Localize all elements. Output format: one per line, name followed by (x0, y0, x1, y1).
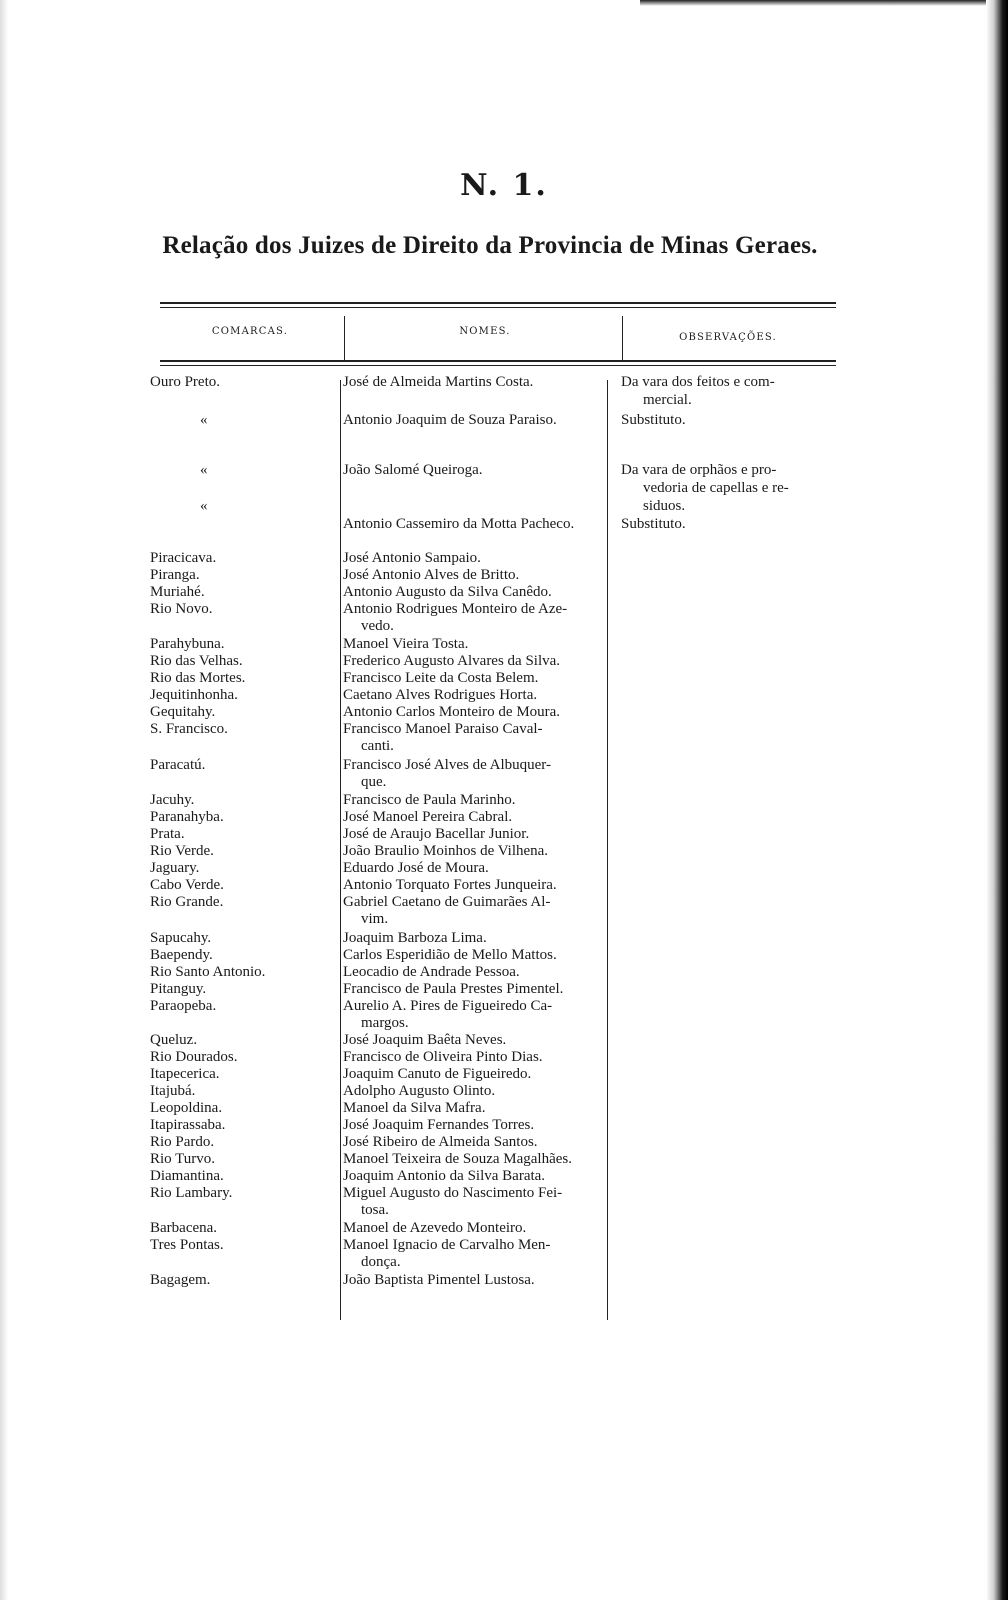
observacao-cell: Substituto. (621, 516, 686, 532)
nome-cell: Francisco José Alves de Albuquer- (343, 757, 551, 773)
table-row (0, 1066, 1008, 1083)
nome-cell: José Antonio Sampaio. (343, 550, 481, 566)
nome-cell: Leocadio de Andrade Pessoa. (343, 964, 520, 980)
comarca-cell: Parahybuna. (150, 636, 225, 652)
comarca-cell: Queluz. (150, 1032, 198, 1048)
nome-cell: Caetano Alves Rodrigues Horta. (343, 687, 538, 703)
table-row (0, 792, 1008, 809)
column-header-observacoes: OBSERVAÇÕES. (679, 332, 777, 343)
comarca-cell: Bagagem. (150, 1272, 211, 1288)
comarca-cell: Rio Verde. (150, 843, 214, 859)
nome-cell: tosa. (361, 1202, 389, 1218)
table-row (0, 516, 1008, 533)
table-row (0, 704, 1008, 721)
observacao-cell: Da vara dos feitos e com- (621, 374, 775, 390)
nome-cell: João Baptista Pimentel Lustosa. (343, 1272, 535, 1288)
nome-cell: José Joaquim Fernandes Torres. (343, 1117, 535, 1133)
nome-cell: Francisco de Oliveira Pinto Dias. (343, 1049, 543, 1065)
nome-cell: José de Araujo Bacellar Junior. (343, 826, 530, 842)
comarca-cell: Paraopeba. (150, 998, 217, 1014)
nome-cell: vim. (361, 911, 389, 927)
header-bottom-rule (160, 360, 836, 362)
table-row (0, 1254, 1008, 1271)
table-row (0, 1220, 1008, 1237)
comarca-cell: Gequitahy. (150, 704, 216, 720)
document-number: N. 1. (460, 168, 548, 203)
comarca-cell: Paracatú. (150, 757, 206, 773)
nome-cell: Francisco de Paula Marinho. (343, 792, 516, 808)
table-row (0, 964, 1008, 981)
nome-cell: Adolpho Augusto Olinto. (343, 1083, 496, 1099)
observacao-cell: siduos. (643, 498, 686, 514)
comarca-ditto-mark: « (200, 462, 208, 478)
nome-cell: Carlos Esperidião de Mello Mattos. (343, 947, 557, 963)
comarca-ditto-mark: « (200, 498, 208, 514)
nome-cell: Aurelio A. Pires de Figueiredo Ca- (343, 998, 553, 1014)
table-row (0, 877, 1008, 894)
table-row (0, 1049, 1008, 1066)
nome-cell: Antonio Torquato Fortes Junqueira. (343, 877, 557, 893)
comarca-cell: Rio das Mortes. (150, 670, 246, 686)
table-row (0, 1015, 1008, 1032)
nome-cell: Frederico Augusto Alvares da Silva. (343, 653, 561, 669)
table-row (0, 412, 1008, 429)
comarca-cell: Jequitinhonha. (150, 687, 238, 703)
table-row (0, 1168, 1008, 1185)
comarca-cell: Diamantina. (150, 1168, 224, 1184)
comarca-cell: Rio Lambary. (150, 1185, 233, 1201)
table-row (0, 998, 1008, 1015)
nome-cell: Francisco de Paula Prestes Pimentel. (343, 981, 564, 997)
comarca-cell: Paranahyba. (150, 809, 224, 825)
table-row (0, 601, 1008, 618)
nome-cell: Gabriel Caetano de Guimarães Al- (343, 894, 551, 910)
comarca-cell: Rio Pardo. (150, 1134, 215, 1150)
nome-cell: João Braulio Moinhos de Vilhena. (343, 843, 549, 859)
table-row (0, 550, 1008, 567)
comarca-cell: Piranga. (150, 567, 200, 583)
nome-cell: Joaquim Canuto de Figueiredo. (343, 1066, 532, 1082)
comarca-cell: Rio das Velhas. (150, 653, 243, 669)
table-row (0, 636, 1008, 653)
nome-cell: Manoel Vieira Tosta. (343, 636, 469, 652)
observacao-cell: Substituto. (621, 412, 686, 428)
table-row (0, 1272, 1008, 1289)
table-row (0, 721, 1008, 738)
nome-cell: Manoel Teixeira de Souza Magalhães. (343, 1151, 573, 1167)
nome-cell: donça. (361, 1254, 401, 1270)
comarca-cell: Ouro Preto. (150, 374, 220, 390)
table-row (0, 584, 1008, 601)
nome-cell: margos. (361, 1015, 409, 1031)
table-row (0, 1032, 1008, 1049)
comarca-cell: Muriahé. (150, 584, 205, 600)
nome-cell: Antonio Augusto da Silva Canêdo. (343, 584, 552, 600)
table-row (0, 462, 1008, 479)
nome-cell: João Salomé Queiroga. (343, 462, 483, 478)
nome-cell: Joaquim Barboza Lima. (343, 930, 487, 946)
comarca-cell: S. Francisco. (150, 721, 228, 737)
nome-cell: vedo. (361, 618, 394, 634)
comarca-ditto-mark: « (200, 412, 208, 428)
observacao-cell: vedoria de capellas e re- (643, 480, 789, 496)
comarca-cell: Cabo Verde. (150, 877, 224, 893)
table-row (0, 947, 1008, 964)
nome-cell: Eduardo José de Moura. (343, 860, 489, 876)
table-row (0, 894, 1008, 911)
table-row (0, 670, 1008, 687)
nome-cell: Francisco Leite da Costa Belem. (343, 670, 539, 686)
table-row (0, 687, 1008, 704)
nome-cell: José Manoel Pereira Cabral. (343, 809, 513, 825)
table-row (0, 618, 1008, 635)
comarca-cell: Tres Pontas. (150, 1237, 224, 1253)
comarca-cell: Itajubá. (150, 1083, 196, 1099)
comarca-cell: Rio Santo Antonio. (150, 964, 266, 980)
observacao-cell: Da vara de orphãos e pro- (621, 462, 777, 478)
comarca-cell: Sapucahy. (150, 930, 212, 946)
nome-cell: Antonio Rodrigues Monteiro de Aze- (343, 601, 568, 617)
comarca-cell: Jaguary. (150, 860, 200, 876)
page-top-shadow (640, 0, 1008, 6)
table-row (0, 930, 1008, 947)
table-row (0, 1202, 1008, 1219)
table-row (0, 480, 1008, 497)
table-row (0, 911, 1008, 928)
table-row (0, 981, 1008, 998)
nome-cell: Antonio Carlos Monteiro de Moura. (343, 704, 561, 720)
nome-cell: José Antonio Alves de Britto. (343, 567, 520, 583)
table-row (0, 757, 1008, 774)
table-row (0, 774, 1008, 791)
header-bottom-rule-thin (160, 365, 836, 366)
table-row (0, 653, 1008, 670)
header-top-rule (160, 302, 836, 304)
nome-cell: canti. (361, 738, 394, 754)
comarca-cell: Rio Novo. (150, 601, 213, 617)
table-row (0, 1237, 1008, 1254)
nome-cell: Miguel Augusto do Nascimento Fei- (343, 1185, 563, 1201)
nome-cell: José de Almeida Martins Costa. (343, 374, 534, 390)
header-top-rule-thin (160, 307, 836, 308)
comarca-cell: Rio Grande. (150, 894, 224, 910)
table-row (0, 1083, 1008, 1100)
header-divider-2 (622, 316, 623, 360)
table-row (0, 374, 1008, 391)
table-row (0, 567, 1008, 584)
nome-cell: que. (361, 774, 387, 790)
table-row (0, 1185, 1008, 1202)
table-row (0, 826, 1008, 843)
table-row (0, 860, 1008, 877)
table-row (0, 738, 1008, 755)
column-header-nomes: NOMES. (459, 326, 511, 337)
table-row (0, 392, 1008, 409)
nome-cell: Antonio Joaquim de Souza Paraiso. (343, 412, 557, 428)
comarca-cell: Jacuhy. (150, 792, 195, 808)
comarca-cell: Piracicava. (150, 550, 217, 566)
nome-cell: Manoel Ignacio de Carvalho Men- (343, 1237, 551, 1253)
nome-cell: Manoel de Azevedo Monteiro. (343, 1220, 527, 1236)
table-row (0, 1100, 1008, 1117)
comarca-cell: Rio Turvo. (150, 1151, 216, 1167)
comarca-cell: Baependy. (150, 947, 213, 963)
table-row (0, 1134, 1008, 1151)
header-divider-1 (344, 316, 345, 360)
comarca-cell: Itapirassaba. (150, 1117, 226, 1133)
comarca-cell: Prata. (150, 826, 185, 842)
table-row (0, 1151, 1008, 1168)
column-header-comarcas: COMARCAS. (211, 326, 289, 337)
nome-cell: José Ribeiro de Almeida Santos. (343, 1134, 538, 1150)
comarca-cell: Leopoldina. (150, 1100, 223, 1116)
observacao-cell: mercial. (643, 392, 692, 408)
nome-cell: José Joaquim Baêta Neves. (343, 1032, 507, 1048)
nome-cell: Manoel da Silva Mafra. (343, 1100, 486, 1116)
comarca-cell: Barbacena. (150, 1220, 218, 1236)
table-row (0, 843, 1008, 860)
table-row (0, 809, 1008, 826)
nome-cell: Joaquim Antonio da Silva Barata. (343, 1168, 546, 1184)
nome-cell: Antonio Cassemiro da Motta Pacheco. (343, 516, 575, 532)
comarca-cell: Rio Dourados. (150, 1049, 238, 1065)
comarca-cell: Pitanguy. (150, 981, 207, 997)
table-row (0, 498, 1008, 515)
nome-cell: Francisco Manoel Paraiso Caval- (343, 721, 543, 737)
comarca-cell: Itapecerica. (150, 1066, 220, 1082)
table-row (0, 1117, 1008, 1134)
document-title: Relação dos Juizes de Direito da Provincia de Minas Geraes. (162, 232, 818, 259)
